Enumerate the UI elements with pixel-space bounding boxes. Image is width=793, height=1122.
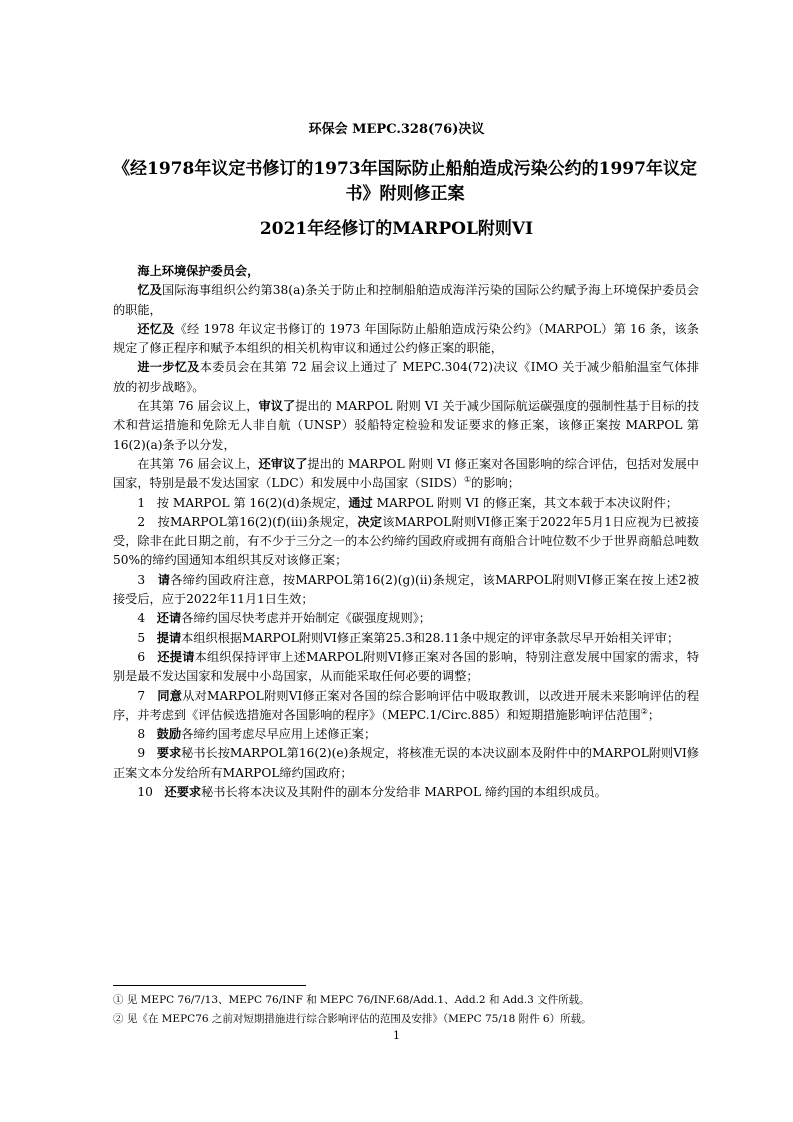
committee-heading: 海上环境保护委员会， <box>137 264 260 278</box>
operative-paragraph: 4 还请各缔约国尽快考虑并开始制定《碳强度规则》； <box>137 611 431 626</box>
footnote-1: ① 见 MEPC 76/7/13、MEPC 76/INF 和 MEPC 76/INF.68/Add.1、Add.2 和 Add.3 文件所载。 <box>113 994 590 1006</box>
preamble-paragraph: 还忆及《经 1978 年议定书修订的 1973 年国际防止船舶造成污染公约》（MARPOL）第 16 条，该条规定了修正程序和赋予本组织的相关机构审议和通过公约修正案的职能， <box>113 321 699 356</box>
document-subtitle: 2021年经修订的MARPOL附则VI <box>259 219 534 239</box>
preamble-paragraph: 忆及国际海事组织公约第38(a)条关于防止和控制船舶造成海洋污染的国际公约赋予海上环境保护委员会的职能， <box>113 283 699 317</box>
operative-paragraph: 1 按 MARPOL 第 16(2)(d)条规定，通过 MARPOL 附则 VI 的修正案，其文本载于本决议附件； <box>137 495 678 510</box>
operative-paragraph: 8 鼓励各缔约国考虑尽早应用上述修正案； <box>137 727 377 742</box>
resolution-number: 环保会 MEPC.328(76)决议 <box>308 122 485 137</box>
operative-paragraph: 5 提请本组织根据MARPOL附则VI修正案第25.3和28.11条中规定的评审条款尽早开始相关评审； <box>137 630 680 645</box>
session-paragraph: 在其第 76 届会议上，审议了提出的 MARPOL 附则 VI 关于减少国际航运碳强度的强制性基于目标的技术和营运措施和免除无人非自航（UNSP）驳船特定检验和发证要求的修正案，该修正案按 MARPOL 第 16(2)(a)条予以分发， <box>113 399 699 452</box>
operative-paragraph: 9 要求秘书长按MARPOL第16(2)(e)条规定，将核准无误的本决议副本及附件中的MARPOL附则VI修正案文本分发给所有MARPOL缔约国政府； <box>113 746 699 780</box>
operative-paragraph: 2 按MARPOL第16(2)(f)(iii)条规定，决定该MARPOL附则VI修正案于2022年5月1日应视为已被接受，除非在此日期之前，有不少于三分之一的本公约缔约国政府或拥有商船合计吨位数不少于世界商船总吨数50%的缔约国通知本组织其反对该修正案； <box>113 514 699 568</box>
preamble-paragraph: 进一步忆及本委员会在其第 72 届会议上通过了 MEPC.304(72)决议《IMO 关于减少船舶温室气体排放的初步战略》。 <box>113 360 699 394</box>
operative-paragraph: 6 还提请本组织保持评审上述MARPOL附则VI修正案对各国的影响，特别注意发展中国家的需求，特别是最不发达国家和发展中小岛国家，从而能采取任何必要的调整； <box>113 649 700 684</box>
operative-paragraph: 3 请各缔约国政府注意，按MARPOL第16(2)(g)(ii)条规定，该MARPOL附则VI修正案在按上述2被接受后，应于2022年11月1日生效； <box>113 572 700 607</box>
footnote-2: ② 见《在 MEPC76 之前对短期措施进行综合影响评估的范围及安排》（MEPC 75/18 附件 6）所载。 <box>113 1013 592 1025</box>
footnote-ref: ② <box>640 706 648 716</box>
session-paragraph: 在其第 76 届会议上，还审议了提出的 MARPOL 附则 VI 修正案对各国影响的综合评估，包括对发展中国家，特别是最不发达国家（LDC）和发展中小岛国家（SIDS）①的影响； <box>113 456 699 491</box>
document-title: 《经1978年议定书修订的1973年国际防止船舶造成污染公约的1997年议定书》附则修正案 <box>113 159 697 204</box>
resolution-body <box>113 262 699 802</box>
footnote-ref: ① <box>463 475 472 485</box>
operative-paragraph: 7 同意从对MARPOL附则VI修正案对各国的综合影响评估中吸取教训，以改进开展未来影响评估的程序，并考虑到《评估候选措施对各国影响的程序》（MEPC.1/Circ.885）和短期措施影响评估范围②； <box>113 688 700 722</box>
page-number: 1 <box>393 1029 400 1042</box>
operative-paragraph: 10 还要求秘书长将本决议及其附件的副本分发给非 MARPOL 缔约国的本组织成员。 <box>137 785 607 800</box>
footnote-separator <box>113 985 306 986</box>
footnotes <box>113 991 699 1029</box>
